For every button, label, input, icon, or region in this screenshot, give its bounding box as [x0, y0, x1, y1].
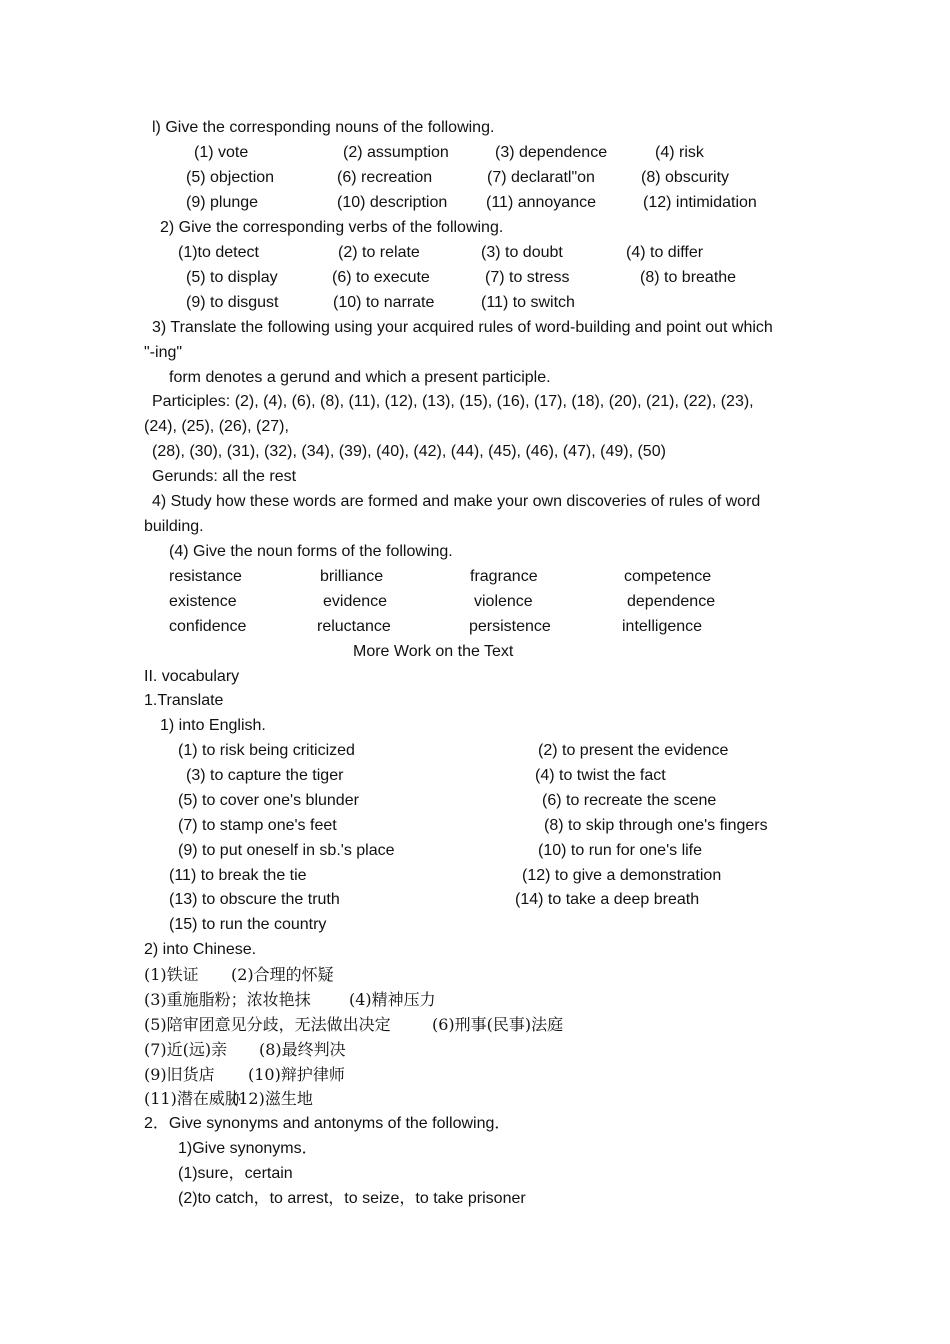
q3-line: form denotes a gerund and which a present participle.	[169, 369, 551, 386]
english-item: (9) to put oneself in sb.'s place	[178, 842, 395, 859]
english-item: (4) to twist the fact	[535, 767, 666, 784]
q1-item: (7) declaratl"on	[487, 169, 595, 186]
q1-item: (6) recreation	[337, 169, 433, 186]
q3-line: 3) Translate the following using your acquired rules of word-building and point out which	[152, 319, 773, 336]
chinese-item: (3)重施脂粉；浓妆艳抹	[144, 990, 311, 1009]
q4-line: 4) Study how these words are formed and make your own discoveries of rules of word	[152, 493, 761, 510]
q1-title: l) Give the corresponding nouns of the following.	[152, 119, 495, 136]
q1-item: (1) vote	[194, 144, 249, 161]
q2-title: 2) Give the corresponding verbs of the following.	[160, 219, 504, 236]
q4-word: persistence	[469, 618, 551, 635]
chinese-item: (11)潜在威胁	[144, 1089, 241, 1108]
q1-item: (8) obscurity	[641, 169, 730, 186]
q1-item: (5) objection	[186, 169, 275, 186]
q4-word: fragrance	[470, 568, 538, 585]
chinese-item: (4)精神压力	[349, 990, 436, 1009]
q2-item: (11) to switch	[481, 294, 575, 311]
q4-word: competence	[624, 568, 712, 585]
q1-item: (12) intimidation	[643, 194, 757, 211]
english-item: (7) to stamp one's feet	[178, 817, 337, 834]
english-item: (3) to capture the tiger	[186, 767, 344, 784]
participles-line: Participles: (2), (4), (6), (8), (11), (12), (13), (15), (16), (17), (18), (20), (21), (22), (23),	[152, 393, 754, 410]
into-chinese-heading: 2) into Chinese.	[144, 941, 257, 958]
english-item: (14) to take a deep breath	[515, 891, 700, 908]
q1-item: (4) risk	[655, 144, 704, 161]
q4-word: dependence	[627, 593, 716, 610]
q4-word: resistance	[169, 568, 242, 585]
synonym-item: (2)to catch，to arrest，to seize，to take prisoner	[178, 1190, 526, 1207]
english-item: (6) to recreate the scene	[542, 792, 717, 809]
synonym-item: (1)sure，certain	[178, 1165, 293, 1182]
chinese-item: (9)旧货店	[144, 1065, 215, 1084]
chinese-item: (1)铁证	[144, 965, 199, 984]
english-item: (2) to present the evidence	[538, 742, 729, 759]
q2-item: (6) to execute	[332, 269, 430, 286]
chinese-item: (6)刑事(民事)法庭	[432, 1015, 564, 1034]
q3-line: "-ing"	[144, 344, 183, 361]
q4-word: reluctance	[317, 618, 391, 635]
english-item: (10) to run for one's life	[538, 842, 703, 859]
synonyms-heading: 2．Give synonyms and antonyms of the following．	[144, 1115, 511, 1132]
more-work-heading: More Work on the Text	[353, 643, 514, 660]
q4-subtitle: (4) Give the noun forms of the following.	[169, 543, 453, 560]
q2-item: (3) to doubt	[481, 244, 563, 261]
english-item: (11) to break the tie	[169, 867, 307, 884]
q2-item: (9) to disgust	[186, 294, 279, 311]
english-item: (13) to obscure the truth	[169, 891, 340, 908]
section-heading: II. vocabulary	[144, 668, 240, 685]
q4-word: intelligence	[622, 618, 703, 635]
q4-word: existence	[169, 593, 237, 610]
chinese-item: (10)辩护律师	[248, 1065, 345, 1084]
into-english-heading: 1) into English.	[160, 717, 266, 734]
q2-item: (2) to relate	[338, 244, 420, 261]
q2-item: (4) to differ	[626, 244, 704, 261]
q4-word: violence	[474, 593, 533, 610]
english-item: (8) to skip through one's fingers	[544, 817, 768, 834]
chinese-item: (8)最终判决	[259, 1040, 346, 1059]
q4-word: brilliance	[320, 568, 384, 585]
english-item: (1) to risk being criticized	[178, 742, 355, 759]
q2-item: (10) to narrate	[333, 294, 435, 311]
q1-item: (11) annoyance	[486, 194, 596, 211]
english-item: (15) to run the country	[169, 916, 327, 933]
q2-item: (8) to breathe	[640, 269, 737, 286]
q4-line: building.	[144, 518, 204, 535]
chinese-item: (7)近(远)亲	[144, 1040, 228, 1059]
q2-item: (1)to detect	[178, 244, 259, 261]
q2-item: (7) to stress	[485, 269, 570, 286]
participles-line: (24), (25), (26), (27),	[144, 418, 289, 435]
participles-line: (28), (30), (31), (32), (34), (39), (40), (42), (44), (45), (46), (47), (49), (50)	[152, 443, 666, 460]
synonyms-subheading: 1)Give synonyms．	[178, 1140, 318, 1157]
english-item: (12) to give a demonstration	[522, 867, 722, 884]
q1-item: (9) plunge	[186, 194, 259, 211]
q4-word: evidence	[323, 593, 388, 610]
q2-item: (5) to display	[186, 269, 278, 286]
q1-item: (3) dependence	[495, 144, 608, 161]
chinese-item: (5)陪审团意见分歧，无法做出决定	[144, 1015, 391, 1034]
q1-item: (2) assumption	[343, 144, 449, 161]
english-item: (5) to cover one's blunder	[178, 792, 359, 809]
chinese-item: (12)滋生地	[232, 1089, 313, 1108]
translate-heading: 1.Translate	[144, 692, 224, 709]
q4-word: confidence	[169, 618, 247, 635]
chinese-item: (2)合理的怀疑	[231, 965, 334, 984]
gerunds-line: Gerunds: all the rest	[152, 468, 297, 485]
q1-item: (10) description	[337, 194, 448, 211]
